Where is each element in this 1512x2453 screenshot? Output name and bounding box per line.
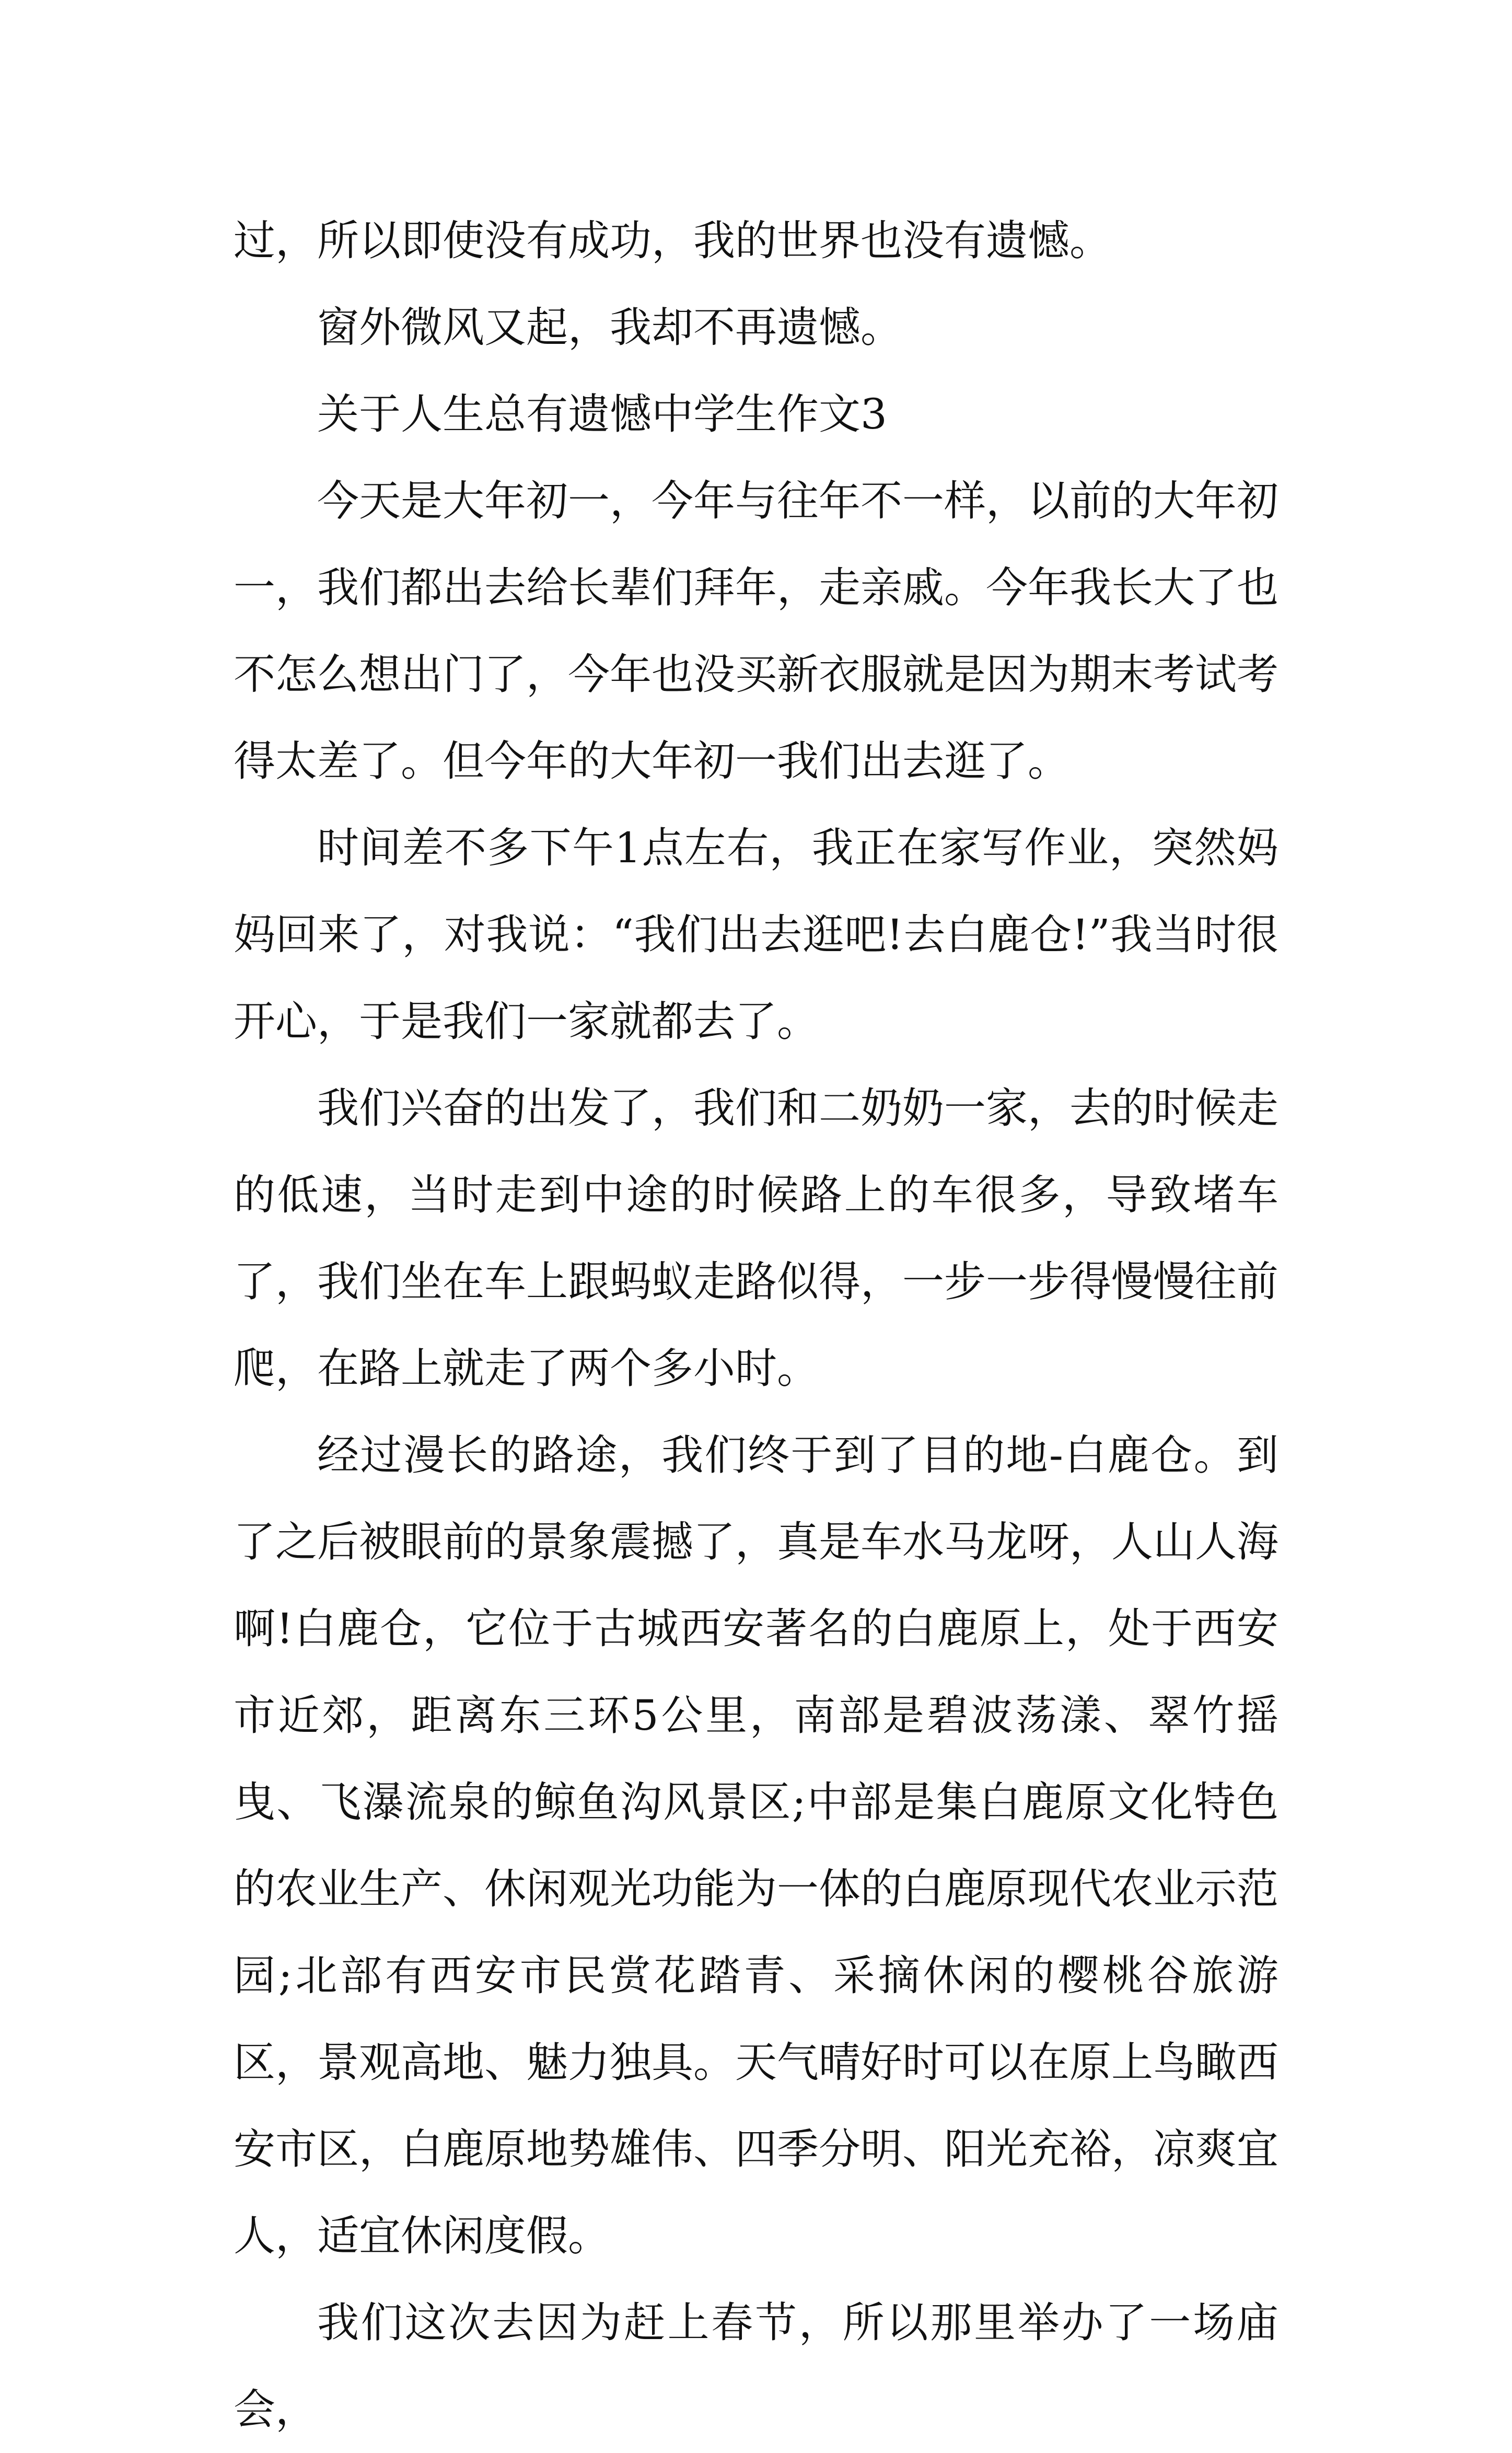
paragraph-5: 我们兴奋的出发了，我们和二奶奶一家，去的时候走的低速，当时走到中途的时候路上的车很多，导致堵车了，我们坐在车上跟蚂蚁走路似得，一步一步得慢慢往前爬，在路上就走了两个多小时。 bbox=[234, 1084, 1278, 1393]
paragraph-3: 今天是大年初一，今年与往年不一样，以前的大年初一，我们都出去给长辈们拜年，走亲戚。今年我长大了也不怎么想出门了，今年也没买新衣服就是因为期末考试考得太差了。但今年的大年初一我们出去逛了。 bbox=[234, 477, 1278, 785]
paragraph-7: 我们这次去因为赶上春节，所以那里举办了一场庙会， bbox=[234, 2298, 1278, 2434]
paragraph-6: 经过漫长的路途，我们终于到了目的地-白鹿仓。到了之后被眼前的景象震撼了，真是车水马龙呀，人山人海啊!白鹿仓，它位于古城西安著名的白鹿原上，处于西安市近郊，距离东三环5公里，南部是碧波荡漾、翠竹摇曳、飞瀑流泉的鲸鱼沟风景区;中部是集白鹿原文化特色的农业生产、休闲观光功能为一体的白鹿原现代农业示范园;北部有西安市民赏花踏青、采摘休闲的樱桃谷旅游区，景观高地、魅力独具。天气晴好时可以在原上鸟瞰西安市区，白鹿原地势雄伟、四季分明、阳光充裕，凉爽宜人，适宜休闲度假。 bbox=[234, 1431, 1278, 2260]
paragraph-2: 窗外微风又起，我却不再遗憾。 bbox=[317, 303, 902, 352]
paragraph-4: 时间差不多下午1点左右，我正在家写作业，突然妈妈回来了，对我说：“我们出去逛吧!去白鹿仓!”我当时很开心，于是我们一家就都去了。 bbox=[234, 824, 1278, 1046]
paragraph-1: 过，所以即使没有成功，我的世界也没有遗憾。 bbox=[234, 216, 1111, 265]
section-heading: 关于人生总有遗憾中学生作文3 bbox=[317, 390, 887, 438]
body-text bbox=[234, 198, 1278, 2453]
